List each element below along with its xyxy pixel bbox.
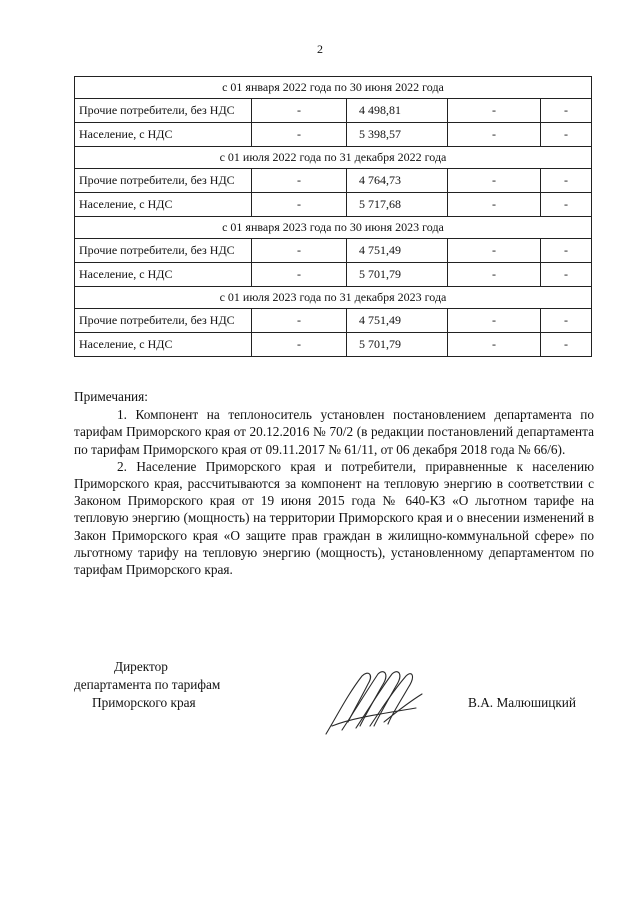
cell-value: -: [252, 263, 347, 287]
table-row: [75, 99, 592, 123]
cell-value: -: [541, 263, 592, 287]
consumer-name: Население, с НДС: [75, 123, 252, 147]
table-row: [75, 333, 592, 357]
consumer-name: Прочие потребители, без НДС: [75, 309, 252, 333]
cell-value: -: [448, 123, 541, 147]
cell-value: -: [252, 99, 347, 123]
cell-value: -: [541, 309, 592, 333]
tariff-value: 4 751,49: [347, 309, 448, 333]
cell-value: -: [448, 99, 541, 123]
table-row: [75, 123, 592, 147]
signatory-region: Приморского края: [92, 695, 196, 710]
tariff-value: 5 398,57: [347, 123, 448, 147]
tariff-table: [74, 76, 592, 357]
consumer-name: Население, с НДС: [75, 193, 252, 217]
notes-section: [74, 388, 594, 578]
cell-value: -: [541, 123, 592, 147]
notes-title: Примечания:: [74, 389, 148, 404]
cell-value: -: [448, 239, 541, 263]
note-item: 2. Население Приморского края и потребители, приравненные к населению Приморского края, рассчитываются за компонент на тепловую энергию в соответствии с Законом Приморского края от 19 июня 2015 года № 640-КЗ «О льготном тарифе на тепловую энергию (мощность) на территории Приморского края и о внесении изменений в Закон Приморского края «О защите прав граждан в жилищно-коммунальной сфере» по льготному тарифу на тепловую энергию (мощность), установленному департаментом по тарифам Приморского края.: [74, 458, 594, 578]
cell-value: -: [252, 333, 347, 357]
tariff-value: 5 701,79: [347, 263, 448, 287]
page-number: 2: [317, 42, 323, 56]
cell-value: -: [448, 333, 541, 357]
cell-value: -: [541, 193, 592, 217]
handwritten-signature: [318, 664, 438, 740]
consumer-name: Прочие потребители, без НДС: [75, 239, 252, 263]
signatory-department: департамента по тарифам: [74, 677, 221, 692]
period-label: с 01 января 2022 года по 30 июня 2022 года: [75, 77, 592, 99]
cell-value: -: [252, 193, 347, 217]
consumer-name: Прочие потребители, без НДС: [75, 169, 252, 193]
cell-value: -: [252, 123, 347, 147]
period-row: [75, 287, 592, 309]
table-row: [75, 193, 592, 217]
table-row: [75, 263, 592, 287]
period-row: [75, 77, 592, 99]
period-label: с 01 июля 2022 года по 31 декабря 2022 года: [75, 147, 592, 169]
signatory-position: Директор: [114, 659, 168, 674]
tariff-value: 5 717,68: [347, 193, 448, 217]
table-row: [75, 169, 592, 193]
tariff-value: 4 498,81: [347, 99, 448, 123]
cell-value: -: [541, 239, 592, 263]
cell-value: -: [541, 333, 592, 357]
tariff-value: 5 701,79: [347, 333, 448, 357]
cell-value: -: [252, 169, 347, 193]
table-row: [75, 309, 592, 333]
consumer-name: Население, с НДС: [75, 333, 252, 357]
signatory-title: [74, 658, 220, 712]
cell-value: -: [448, 309, 541, 333]
tariff-value: 4 764,73: [347, 169, 448, 193]
cell-value: -: [448, 169, 541, 193]
cell-value: -: [541, 99, 592, 123]
period-label: с 01 июля 2023 года по 31 декабря 2023 года: [75, 287, 592, 309]
table-row: [75, 239, 592, 263]
cell-value: -: [252, 239, 347, 263]
tariff-value: 4 751,49: [347, 239, 448, 263]
cell-value: -: [252, 309, 347, 333]
cell-value: -: [448, 263, 541, 287]
consumer-name: Население, с НДС: [75, 263, 252, 287]
cell-value: -: [541, 169, 592, 193]
period-row: [75, 217, 592, 239]
period-label: с 01 января 2023 года по 30 июня 2023 года: [75, 217, 592, 239]
period-row: [75, 147, 592, 169]
consumer-name: Прочие потребители, без НДС: [75, 99, 252, 123]
note-item: 1. Компонент на теплоноситель установлен постановлением департамента по тарифам Приморского края от 20.12.2016 № 70/2 (в редакции постановлений департамента по тарифам Приморского края от 09.11.2017 № 61/11, от 06 декабря 2018 года № 66/6).: [74, 407, 594, 457]
signer-name: В.А. Малюшицкий: [468, 695, 577, 710]
cell-value: -: [448, 193, 541, 217]
